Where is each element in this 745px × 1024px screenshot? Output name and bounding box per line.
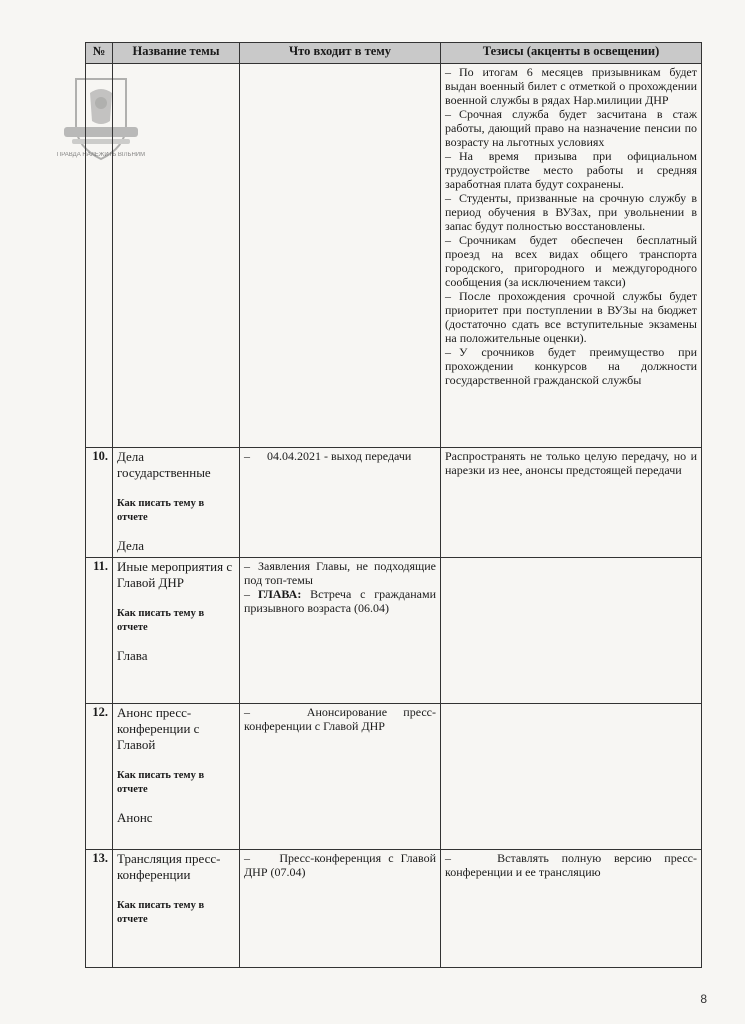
report-label: Как писать тему в отчете [117,498,205,523]
cell-what [240,850,441,968]
cell-thesis [441,448,702,558]
topic-name: Иные мероприятия с Главой ДНР [117,559,233,590]
header-what: Что входит в тему [240,43,441,64]
cell-what [240,558,441,704]
report-short-name: Анонс [117,810,153,825]
topics-table [85,42,702,968]
cell-thesis [441,64,702,448]
cell-topic [113,850,240,968]
cell-what [240,448,441,558]
report-label: Как писать тему в отчете [117,900,205,925]
cell-topic [113,448,240,558]
topic-name: Трансляция пресс-конференции [117,851,221,882]
page-number: 8 [700,992,707,1006]
cell-topic [113,704,240,850]
row-number: 10. [86,448,113,558]
report-label: Как писать тему в отчете [117,608,205,633]
report-short-name: Глава [117,648,148,663]
topic-name: Анонс пресс-конференции с Главой [117,705,200,752]
row-number: 12. [86,704,113,850]
list-item: – Срочникам будет обеспечен бесплатный проезд на всех видах общего транспорта городского, пригородного и междугородного сообщения (за исключением такси) [445,233,697,289]
list-item: – ГЛАВА: Встреча с гражданами призывного возраста (06.04) [244,587,436,615]
row-number: 13. [86,850,113,968]
list-item: – У срочников будет преимущество при прохождении конкурсов на должности государственной гражданской службы [445,345,697,387]
cell-thesis [441,558,702,704]
list-item: – Пресс-конференция с Главой ДНР (07.04) [244,851,436,879]
list-item: – Срочная служба будет засчитана в стаж работы, дающий право на назначение пенсии по возрасту на льготных условиях [445,107,697,149]
list-item: – Вставлять полную версию пресс-конференции и ее трансляцию [445,851,697,879]
cell-no [86,64,113,448]
list-item: – Анонсирование пресс-конференции с Главой ДНР [244,705,436,733]
list-item: – 04.04.2021 - выход передачи [244,449,412,463]
topic-name: Дела государственные [117,449,211,480]
cell-topic [113,558,240,704]
stamp-caption: ПРАВДА НАЛЕЖИТЬ ВІЛЬНИМ [56,152,146,158]
table-row-continued [86,64,702,448]
cell-what [240,704,441,850]
list-item: – По итогам 6 месяцев призывникам будет выдан военный билет с отметкой о прохождении военной службы в рядах Нар.милиции ДНР [445,65,697,107]
list-item: – На время призыва при официальном трудоустройстве место работы и средняя заработная плата будут сохранены. [445,149,697,191]
thesis-text: Распространять не только целую передачу, но и нарезки из нее, анонсы предстоящей передачи [445,449,697,477]
header-topic: Название темы [113,43,240,64]
table-row [86,448,702,558]
table-row [86,704,702,850]
list-item: – После прохождения срочной службы будет приоритет при поступлении в ВУЗы на бюджет (достаточно сдать все вступительные экзамены на положительные оценки). [445,289,697,345]
cell-thesis [441,850,702,968]
list-item: – Заявления Главы, не подходящие под топ-темы [244,559,436,587]
cell-what [240,64,441,448]
report-label: Как писать тему в отчете [117,770,205,795]
report-short-name: Дела [117,538,145,553]
table-row [86,558,702,704]
cell-topic [113,64,240,448]
list-item: – Студенты, призванные на срочную службу в период обучения в ВУЗах, при увольнении в запас будут полностью восстановлены. [445,191,697,233]
table-header-row [86,43,702,64]
header-no: № [86,43,113,64]
row-number: 11. [86,558,113,704]
cell-thesis [441,704,702,850]
table-row [86,850,702,968]
header-thesis: Тезисы (акценты в освещении) [441,43,702,64]
